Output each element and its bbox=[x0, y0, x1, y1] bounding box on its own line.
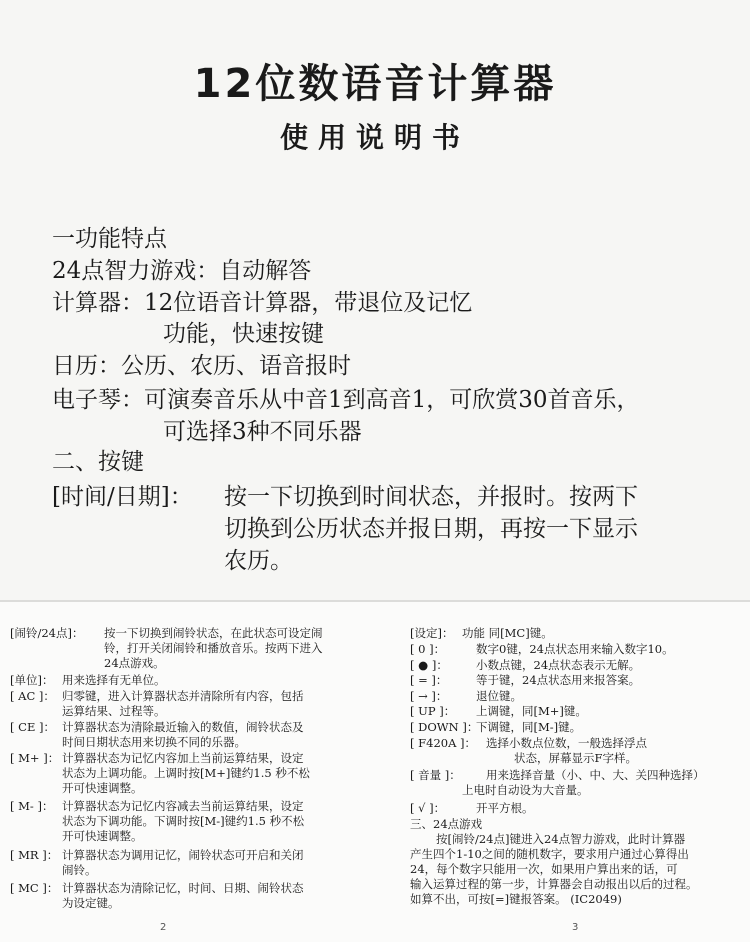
key-label: [闹铃/24点]： bbox=[10, 626, 84, 640]
keys-heading: 二、按键 bbox=[52, 449, 144, 475]
key-entry-backspace: [ → ]： 退位键。 bbox=[410, 689, 522, 703]
feature-calendar: 日历：公历、农历、语音报时 bbox=[52, 353, 351, 379]
key-entry-decimal: [ ● ]： 小数点键，24点状态表示无解。 bbox=[410, 658, 641, 672]
key-entry-equals: [ = ]： 等于键，24点状态用来报答案。 bbox=[410, 673, 641, 687]
key-entry-alarm: [闹铃/24点]： 按一下切换到闹铃状态，在此状态可设定闹 铃，打开关闭闹铃和播放音乐。按两下进入 24点游戏。 bbox=[10, 626, 323, 670]
time-key-desc-2: 切换到公历状态并报日期，再按一下显示 bbox=[224, 516, 638, 542]
key-entry-zero: [ 0 ]： 数字0键，24点状态用来输入数字10。 bbox=[410, 642, 674, 656]
key-entry-volume: [ 音量 ]： 用来选择音量（小、中、大、关四种选择） 上电时自动设为大音量。 bbox=[410, 768, 705, 797]
game-description: 按[闹铃/24点]键进入24点智力游戏，此时计算器 产生四个1-10之间的随机数字，要求用户通过心算得出 24，每个数字只能用一次，如果用户算出来的话，可 输入运算过程的第一步，计算器会自动报出以后的过程。 如算不出，可按[=]键报答案。 (IC2049) bbox=[410, 832, 698, 906]
page-number-right: 3 bbox=[572, 922, 579, 933]
features-heading: 一功能特点 bbox=[52, 226, 167, 252]
time-key-label: [时间/日期]： bbox=[52, 484, 193, 510]
time-key-desc-3: 农历。 bbox=[224, 548, 293, 574]
feature-game: 24点智力游戏：自动解答 bbox=[52, 258, 312, 284]
feature-piano-cont: 可选择3种不同乐器 bbox=[163, 419, 362, 445]
feature-calculator: 计算器：12位语音计算器，带退位及记忆 bbox=[52, 290, 473, 316]
game-heading: 三、24点游戏 bbox=[410, 817, 483, 831]
feature-piano: 电子琴：可演奏音乐从中音1到高音1，可欣赏30首音乐， bbox=[52, 387, 640, 413]
page-number-left: 2 bbox=[160, 922, 167, 933]
key-entry-down: [ DOWN ]：下调键，同[M-]键。 bbox=[410, 720, 582, 734]
key-entry-m-minus: [ M- ]： 计算器状态为记忆内容减去当前运算结果，设定 状态为下调功能。下调时按[M-]键约1.5 秒不松 开可快速调整。 bbox=[10, 799, 305, 843]
key-entry-ce: [ CE ]： 计算器状态为清除最近输入的数值，闹铃状态及 时间日期状态用来切换不同的乐器。 bbox=[10, 720, 304, 749]
key-entry-mc: [ MC ]： 计算器状态为清除记忆，时间、日期、闹铃状态 为设定键。 bbox=[10, 881, 304, 910]
key-entry-f420a: [ F420A ]： 选择小数点位数，一般选择浮点 状态，屏幕显示F字样。 bbox=[410, 736, 647, 765]
key-entry-sqrt: [ √ ]： 开平方根。 bbox=[410, 801, 534, 815]
key-entry-setting: [设定]： 功能 同[MC]键。 bbox=[410, 626, 553, 640]
time-key-desc-1: 按一下切换到时间状态，并报时。按两下 bbox=[224, 484, 638, 510]
page-subtitle: 使用说明书 bbox=[279, 121, 470, 154]
key-entry-mr: [ MR ]： 计算器状态为调用记忆，闹铃状态可开启和关闭 闹铃。 bbox=[10, 848, 304, 877]
key-entry-up: [ UP ]： 上调键，同[M+]键。 bbox=[410, 704, 587, 718]
key-entry-ac: [ AC ]： 归零键，进入计算器状态并清除所有内容，包括 运算结果、过程等。 bbox=[10, 689, 304, 718]
key-entry-m-plus: [ M+ ]： 计算器状态为记忆内容加上当前运算结果，设定 状态为上调功能。上调时按[M+]键约1.5 秒不松 开可快速调整。 bbox=[10, 751, 310, 795]
feature-calculator-cont: 功能，快速按键 bbox=[163, 321, 324, 347]
page-title: 12位数语音计算器 bbox=[193, 61, 557, 107]
key-entry-unit: [单位]： 用来选择有无单位。 bbox=[10, 673, 166, 687]
